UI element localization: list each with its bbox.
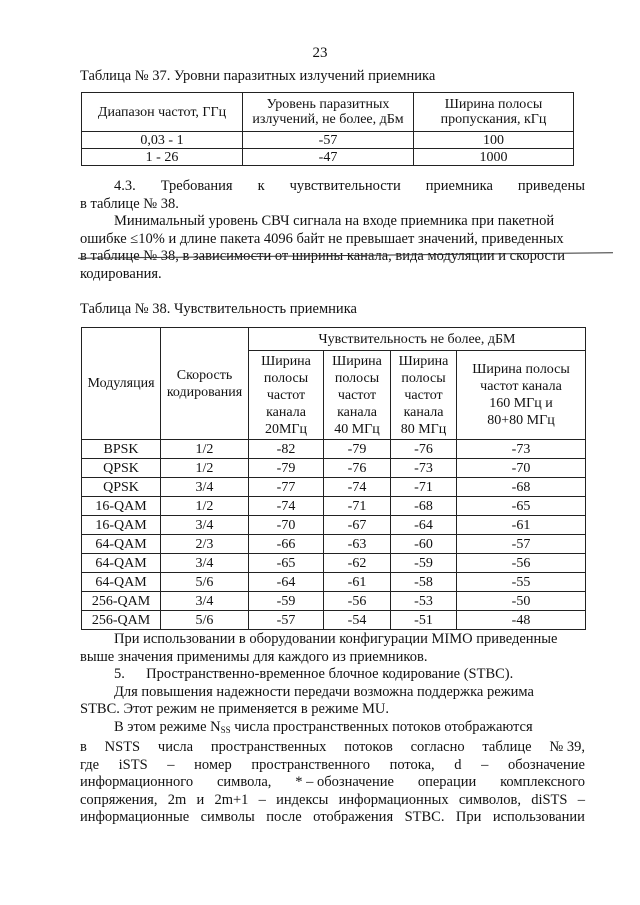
cell: 256-QAM	[82, 592, 161, 611]
paragraph-line	[80, 739, 585, 757]
cell: 3/4	[161, 478, 249, 497]
cell: 1/2	[161, 440, 249, 459]
header-line: частот	[337, 387, 377, 403]
header-line: Скорость	[176, 367, 233, 383]
cell: 0,03 - 1	[82, 132, 243, 149]
header-bw-80	[391, 351, 457, 440]
cell: -51	[391, 611, 457, 630]
header-line: пропускания, кГц	[440, 112, 547, 127]
cell: -63	[324, 535, 391, 554]
header-line: частот канала	[480, 379, 562, 394]
header-line: 20МГц	[264, 421, 308, 437]
cell: 16-QAM	[82, 516, 161, 535]
header-line: 160 МГц и	[489, 396, 553, 411]
word: пространственного	[251, 756, 370, 773]
word: таблице	[482, 739, 532, 755]
cell: 16-QAM	[82, 497, 161, 516]
word: * – обозначение	[295, 774, 394, 790]
word: операции	[417, 774, 477, 790]
word: –	[577, 791, 585, 808]
table-38-body	[82, 440, 586, 630]
paragraph-line: в таблице № 38, в зависимости от ширины канала, вида модуляции и скорости	[80, 248, 566, 264]
word: –	[481, 756, 489, 773]
word: NSTS	[104, 739, 141, 755]
cell: -73	[391, 459, 457, 478]
header-line: канала	[403, 404, 444, 420]
word: информационные	[80, 809, 190, 825]
word: числа	[157, 739, 194, 755]
cell: -79	[324, 440, 391, 459]
section-4-3	[80, 178, 585, 283]
section-4-3-line2: в таблице № 38.	[80, 195, 179, 212]
word: информационного	[80, 774, 194, 790]
table-37	[81, 92, 574, 166]
word: diSTS	[531, 791, 568, 808]
cell: -66	[249, 535, 324, 554]
table-38	[81, 327, 586, 630]
header-line: частот	[404, 387, 443, 403]
header-line: полосы	[334, 370, 380, 386]
word: –	[167, 756, 175, 773]
word: номер	[194, 756, 232, 773]
header-line: канала	[337, 404, 377, 420]
word: информационных	[338, 791, 449, 808]
cell: 100	[414, 132, 574, 149]
cell: -64	[391, 516, 457, 535]
section-5-heading	[80, 666, 585, 684]
table-row	[82, 149, 574, 166]
paragraph-line	[80, 719, 585, 740]
word: отображения	[313, 809, 394, 825]
word: в	[80, 739, 87, 755]
cell: 64-QAM	[82, 535, 161, 554]
word: обозначение	[508, 756, 585, 773]
cell: -57	[243, 132, 414, 149]
table-row	[82, 440, 586, 459]
cell: 3/4	[161, 592, 249, 611]
header-bw-20	[249, 351, 324, 440]
word: использовании	[492, 809, 585, 825]
header-line: 80+80 МГц	[487, 413, 555, 428]
cell: 1/2	[161, 497, 249, 516]
text-span: В этом режиме N	[114, 718, 221, 735]
word: чувствительности	[289, 178, 401, 194]
table-header-row	[82, 93, 574, 132]
cell: -73	[457, 440, 586, 459]
word: 4.3.	[114, 178, 136, 194]
word: потока,	[389, 756, 435, 773]
cell: -60	[391, 535, 457, 554]
header-line: излучений, не более, дБм	[252, 112, 404, 127]
cell: -57	[249, 611, 324, 630]
paragraph-line: Для повышения надежности передачи возможна поддержка режима	[114, 683, 534, 700]
word: приемника	[425, 178, 493, 194]
header-line: полосы	[263, 370, 309, 386]
header-bandwidth	[414, 93, 574, 132]
word: Требования	[160, 178, 233, 194]
header-bw-160	[457, 351, 586, 440]
table-row	[82, 573, 586, 592]
subscript: SS	[220, 724, 231, 735]
cell: -67	[324, 516, 391, 535]
cell: -59	[391, 554, 457, 573]
header-line: канала	[266, 404, 306, 420]
paragraph-line: ошибке ≤10% и длине пакета 4096 байт не превышает значений, приведенных	[80, 230, 564, 247]
word: индексы	[276, 791, 329, 808]
cell: 64-QAM	[82, 573, 161, 592]
word: 2m	[167, 791, 187, 808]
table-row	[82, 132, 574, 149]
word: 2m+1	[214, 791, 249, 808]
word: к	[257, 178, 265, 194]
table-row	[82, 592, 586, 611]
header-line: 80 МГц	[400, 421, 447, 437]
header-line: 40 МГц	[334, 421, 380, 437]
cell: -70	[249, 516, 324, 535]
cell: 1 - 26	[82, 149, 243, 166]
paragraph-line	[80, 792, 585, 810]
cell: QPSK	[82, 459, 161, 478]
cell: QPSK	[82, 478, 161, 497]
word: комплексного	[500, 774, 585, 790]
table-row	[82, 535, 586, 554]
paragraph-line	[80, 757, 585, 775]
cell: -65	[249, 554, 324, 573]
header-line: Ширина	[261, 353, 311, 369]
word: приведены	[517, 178, 585, 194]
cell: 64-QAM	[82, 554, 161, 573]
word: и	[196, 791, 205, 808]
cell: -68	[391, 497, 457, 516]
cell: -56	[457, 554, 586, 573]
cell: -59	[249, 592, 324, 611]
cell: 2/3	[161, 535, 249, 554]
page-number: 23	[312, 45, 328, 61]
paragraph-line: кодирования.	[80, 265, 162, 282]
table-row	[82, 478, 586, 497]
cell: 3/4	[161, 516, 249, 535]
header-coding-rate	[161, 328, 249, 440]
table-row	[82, 459, 586, 478]
word: № 39,	[549, 739, 585, 755]
word: символов,	[458, 791, 521, 808]
cell: -65	[457, 497, 586, 516]
word: где	[80, 756, 100, 773]
word: пространственных	[210, 739, 327, 755]
cell: -70	[457, 459, 586, 478]
cell: -68	[457, 478, 586, 497]
header-line: Ширина	[332, 353, 382, 369]
cell: -74	[249, 497, 324, 516]
text-span: числа пространственных потоков отображаются	[230, 718, 533, 735]
cell: BPSK	[82, 440, 161, 459]
header-line: Уровень паразитных	[266, 97, 390, 112]
paragraph-line: выше значения применимы для каждого из приемников.	[80, 648, 428, 665]
cell: -56	[324, 592, 391, 611]
cell: -64	[249, 573, 324, 592]
paragraph-line: При использовании в оборудовании конфигурации MIMO приведенные	[114, 631, 558, 647]
cell: -61	[324, 573, 391, 592]
header-sensitivity-group: Чувствительность не более, дБМ	[249, 328, 586, 351]
cell: -55	[457, 573, 586, 592]
table-row	[82, 497, 586, 516]
header-spurious-level	[243, 93, 414, 132]
word: d	[454, 756, 462, 773]
table-row	[82, 554, 586, 573]
table38-caption: Таблица № 38. Чувствительность приемника	[80, 301, 357, 317]
paragraph-line: STBC. Этот режим не применяется в режиме MU.	[80, 701, 389, 717]
header-line: частот	[266, 387, 306, 403]
paragraph-line	[80, 774, 585, 792]
header-line: Ширина	[398, 353, 449, 369]
cell: -58	[391, 573, 457, 592]
word: символа,	[216, 774, 272, 790]
cell: 5/6	[161, 611, 249, 630]
header-modulation: Модуляция	[82, 328, 161, 440]
cell: -76	[324, 459, 391, 478]
paragraph-line: Минимальный уровень СВЧ сигнала на входе приемника при пакетной	[114, 213, 555, 229]
cell: 3/4	[161, 554, 249, 573]
header-line: полосы	[401, 370, 446, 386]
cell: -53	[391, 592, 457, 611]
header-line: Ширина полосы	[444, 97, 543, 112]
cell: -61	[457, 516, 586, 535]
cell: -71	[391, 478, 457, 497]
cell: -77	[249, 478, 324, 497]
cell: -47	[243, 149, 414, 166]
word: символы	[200, 809, 255, 825]
section-4-3-line1	[80, 178, 585, 196]
cell: 1000	[414, 149, 574, 166]
header-bw-40	[324, 351, 391, 440]
word: STBC.	[404, 809, 445, 825]
word: iSTS	[118, 756, 148, 773]
cell: -79	[249, 459, 324, 478]
header-line: кодирования	[166, 384, 243, 400]
word: При	[455, 809, 482, 825]
word: согласно	[410, 739, 465, 755]
cell: 1/2	[161, 459, 249, 478]
cell: 256-QAM	[82, 611, 161, 630]
word: сопряжения,	[80, 791, 158, 808]
table-row	[82, 516, 586, 535]
header-line: Ширина полосы	[472, 362, 570, 377]
section-5	[80, 666, 585, 827]
word: –	[258, 791, 266, 808]
cell: -57	[457, 535, 586, 554]
cell: -62	[324, 554, 391, 573]
cell: -48	[457, 611, 586, 630]
cell: -50	[457, 592, 586, 611]
cell: -54	[324, 611, 391, 630]
cell: -76	[391, 440, 457, 459]
table-row	[82, 611, 586, 630]
header-frequency-range: Диапазон частот, ГГц	[82, 93, 243, 132]
paragraph-line	[80, 809, 585, 827]
word: потоков	[344, 739, 393, 755]
table-header-row	[82, 328, 586, 351]
cell: -82	[249, 440, 324, 459]
table37-caption: Таблица № 37. Уровни паразитных излучений приемника	[80, 68, 436, 84]
cell: -74	[324, 478, 391, 497]
word: после	[266, 809, 302, 825]
section-title: Пространственно-временное блочное кодирование (STBC).	[146, 666, 514, 682]
cell: 5/6	[161, 573, 249, 592]
mimo-paragraph	[80, 631, 585, 666]
cell: -71	[324, 497, 391, 516]
section-number: 5.	[114, 666, 125, 682]
